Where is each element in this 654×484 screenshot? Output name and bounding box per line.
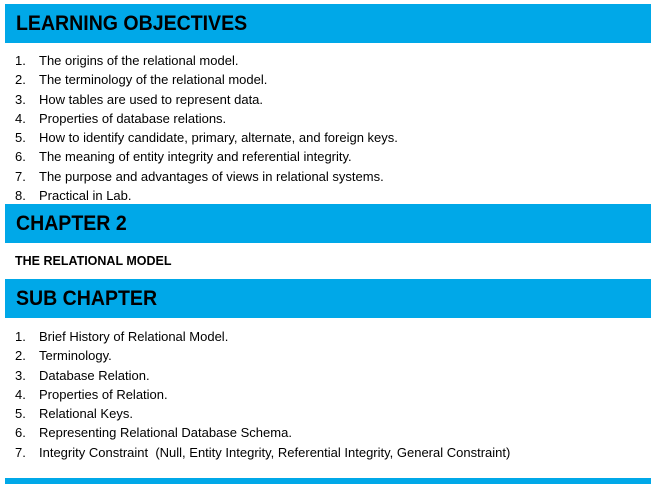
list-item-text: Integrity Constraint (Null, Entity Integrity, Referential Integrity, General Constraint) [39, 444, 511, 460]
list-item-number: 6. [15, 425, 26, 441]
list-item-number: 6. [15, 149, 26, 165]
list-item [5, 109, 651, 128]
list-item-number: 1. [15, 329, 26, 344]
list-item [5, 423, 651, 442]
list-item [5, 51, 651, 70]
list-item [5, 385, 651, 404]
list-item [5, 147, 651, 166]
list-item-text: Database Relation. [39, 367, 150, 383]
list-item-number: 7. [15, 444, 26, 460]
list-item [5, 366, 651, 385]
list-item [5, 443, 651, 462]
sub-chapter-list [5, 318, 651, 470]
list-item [5, 327, 651, 346]
list-item-text: Brief History of Relational Model. [39, 329, 229, 344]
learning-objectives-banner [5, 4, 651, 43]
list-item-number: 4. [15, 110, 26, 126]
list-item-text: The purpose and advantages of views in relational systems. [39, 168, 384, 184]
list-item-text: Practical in Lab. [39, 188, 132, 204]
list-item [5, 90, 651, 109]
list-item [5, 346, 651, 365]
list-item-number: 2. [15, 72, 26, 88]
list-item-text: How tables are used to represent data. [39, 91, 264, 107]
list-item-text: Properties of Relation. [39, 386, 168, 402]
list-item-text: The meaning of entity integrity and referential integrity. [39, 149, 352, 165]
list-item-text: The origins of the relational model. [39, 53, 239, 68]
list-item-number: 7. [15, 168, 26, 184]
bottom-divider-bar [5, 478, 651, 484]
list-item-text: Representing Relational Database Schema. [39, 425, 292, 441]
learning-objectives-heading: LEARNING OBJECTIVES [16, 11, 248, 35]
learning-objectives-list [5, 43, 651, 204]
list-item-number: 3. [15, 367, 26, 383]
sub-chapter-banner [5, 279, 651, 318]
list-item [5, 167, 651, 186]
list-item-number: 5. [15, 406, 26, 422]
document-page [5, 4, 651, 470]
list-item-number: 1. [15, 53, 26, 68]
list-item-number: 4. [15, 386, 26, 402]
list-item-number: 5. [15, 130, 26, 146]
chapter-banner [5, 204, 651, 243]
list-item [5, 70, 651, 89]
list-item-text: Relational Keys. [39, 406, 133, 422]
chapter-subtitle: THE RELATIONAL MODEL [15, 254, 172, 268]
list-item [5, 186, 651, 205]
list-item [5, 128, 651, 147]
list-item-number: 8. [15, 188, 26, 204]
list-item-text: Properties of database relations. [39, 110, 227, 126]
list-item-text: Terminology. [39, 348, 112, 364]
list-item-number: 3. [15, 91, 26, 107]
sub-chapter-heading: SUB CHAPTER [16, 286, 158, 310]
chapter-heading: CHAPTER 2 [16, 211, 127, 235]
list-item-number: 2. [15, 348, 26, 364]
list-item-text: The terminology of the relational model. [39, 72, 268, 88]
list-item-text: How to identify candidate, primary, alternate, and foreign keys. [39, 130, 398, 146]
list-item [5, 404, 651, 423]
